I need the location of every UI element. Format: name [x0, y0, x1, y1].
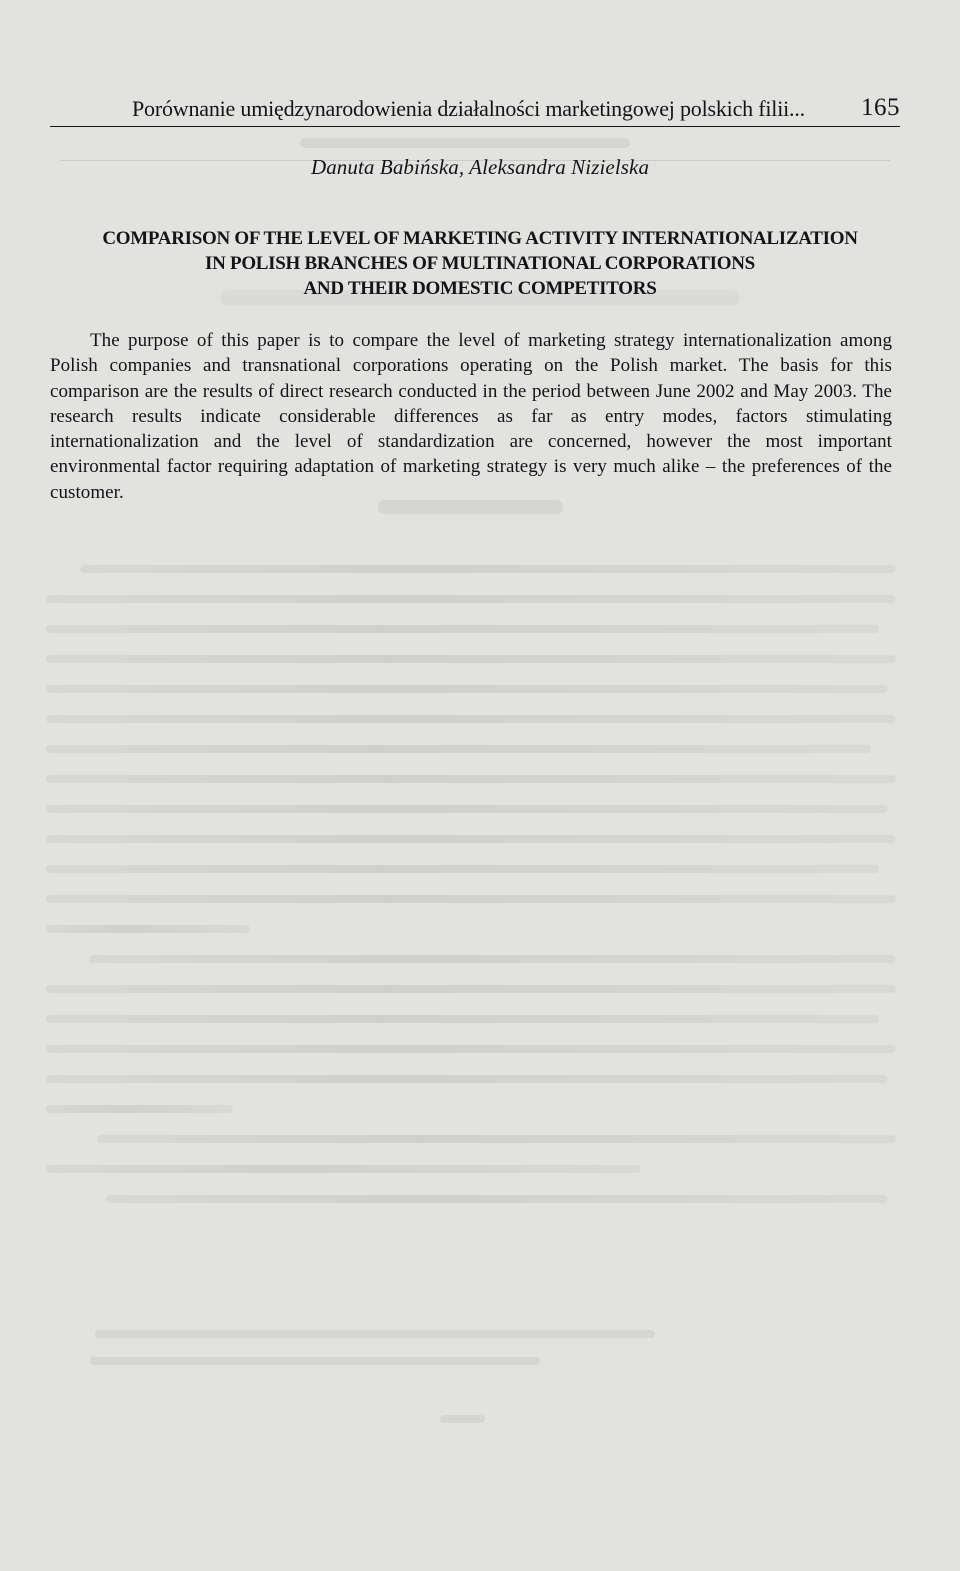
page-number: 165	[861, 94, 900, 121]
article-title-line: IN POLISH BRANCHES OF MULTINATIONAL CORPORATIONS	[205, 253, 755, 274]
running-header	[50, 96, 900, 127]
article-title-line: AND THEIR DOMESTIC COMPETITORS	[303, 278, 657, 299]
bleed-through-journal-line	[300, 138, 630, 148]
bleed-through-footnote-1	[95, 1330, 655, 1338]
bleed-through-footnote-2	[90, 1357, 540, 1365]
article-abstract: The purpose of this paper is to compare the level of marketing strategy internationalization among Polish companies and transnational corporations operating on the Polish market. The basis for this comparison are the results of direct research conducted in the period between June 2002 and May 2003. The research results indicate considerable differences as far as entry modes, factors stimulating internationalization and the level of standardization are concerned, however the most important environmental factor requiring adaptation of marketing strategy is very much alike – the preferences of the customer.	[50, 330, 892, 503]
article-authors: Danuta Babińska, Aleksandra Nizielska	[310, 155, 650, 179]
running-title: Porównanie umiędzynarodowienia działalności marketingowej polskich filii...	[132, 96, 805, 121]
article-title	[30, 226, 930, 301]
bleed-through-text-block	[46, 565, 896, 1205]
article-title-line: COMPARISON OF THE LEVEL OF MARKETING ACTIVITY INTERNATIONALIZATION	[102, 228, 858, 249]
bleed-through-page-number	[440, 1415, 485, 1423]
